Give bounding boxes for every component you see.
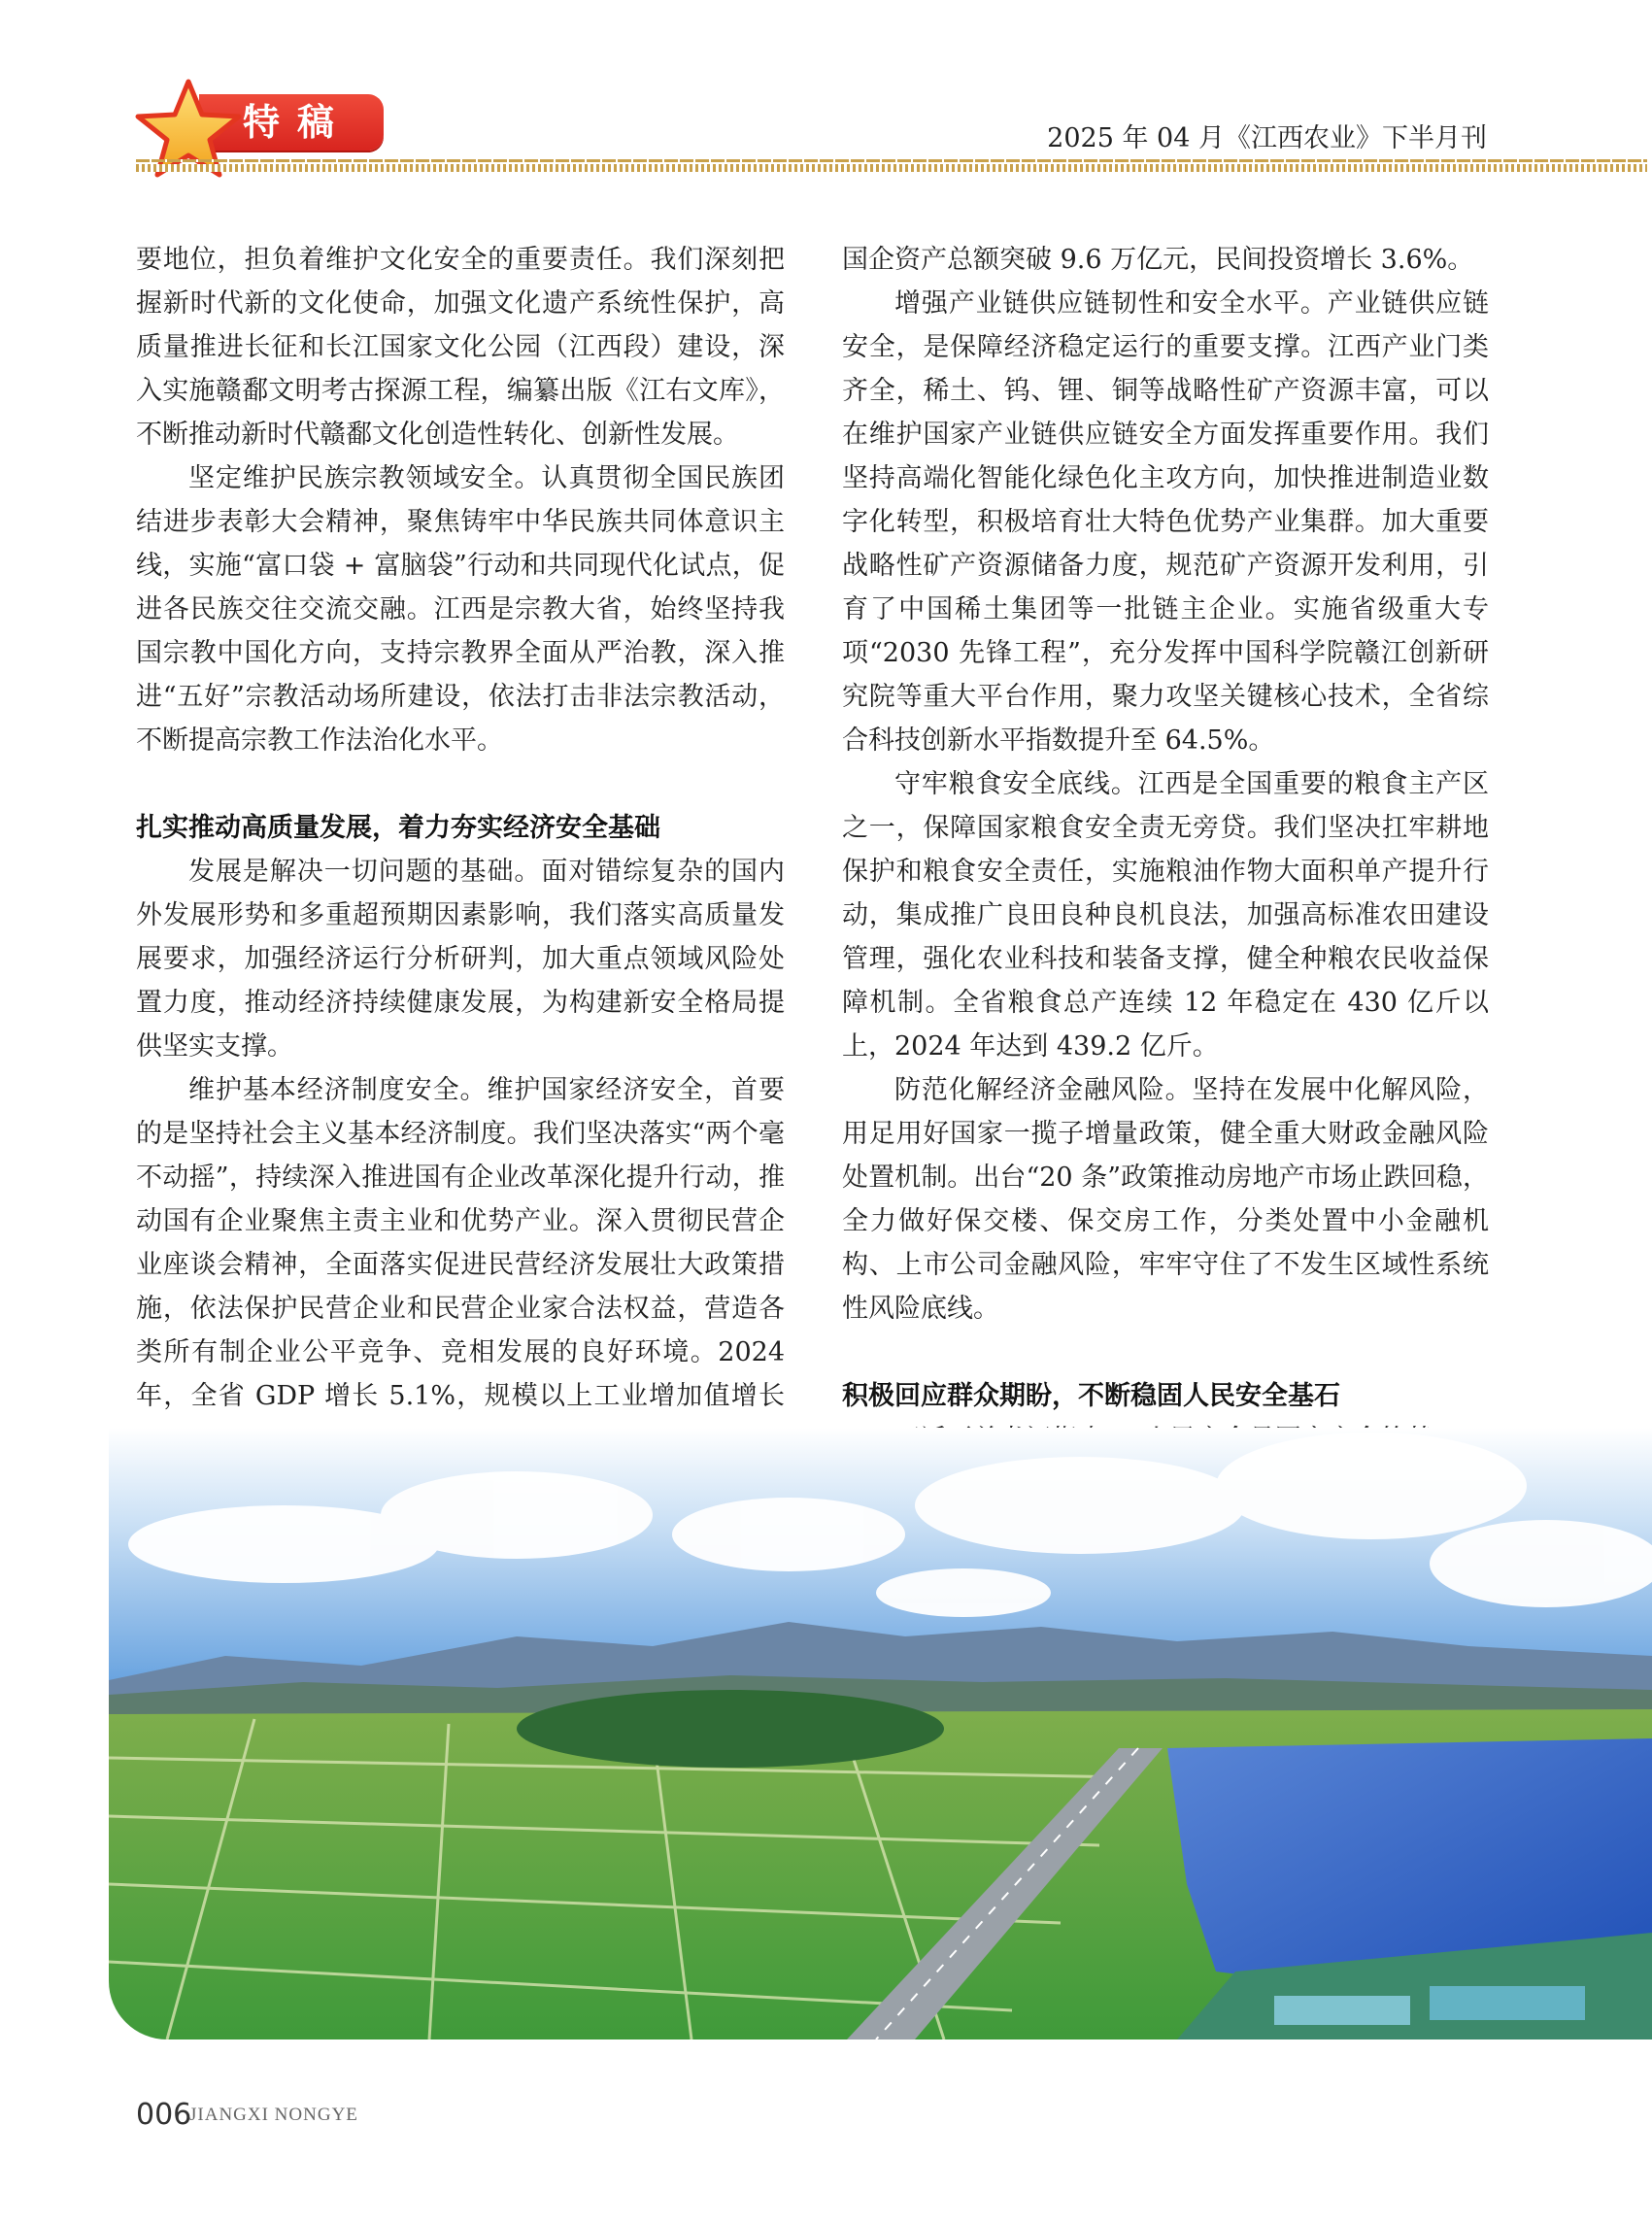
section-heading: 扎实推动高质量发展，着力夯实经济安全基础 [136,813,660,843]
paragraph: 维护基本经济制度安全。维护国家经济安全，首要的是坚持社会主义基本经济制度。我们坚决落实“两个毫不动摇”，持续深入推进国有企业改革深化提升行动，推动国有企业聚焦主责主业和优势产业。深入贯彻民营企业座谈会精神，全面落实促进民营经济发展壮大政策措施，依法保护民营企业和民营企业家合法权益，营造各类所有制企业公平竞争、竞相发展的良好环境。2024年，全省 GDP 增长 5.1%，规模以上工业增加值增长 [136,1075,785,1411]
section-tag-label: 特稿 [243,101,353,144]
section-heading: 积极回应群众期盼，不断稳固人民安全基石 [842,1381,1340,1411]
paragraph: 坚定维护民族宗教领域安全。认真贯彻全国民族团结进步表彰大会精神，聚焦铸牢中华民族共同体意识主线，实施“富口袋 + 富脑袋”行动和共同现代化试点，促进各民族交往交流交融。江西是宗教大省，始终坚持我国宗教中国化方向，支持宗教界全面从严治教，深入推进“五好”宗教活动场所建设，依法打击非法宗教活动，不断提高宗教工作法治化水平。 [136,463,785,756]
header-divider-dots [136,164,1647,172]
right-column [842,238,1489,1462]
paragraph: 发展是解决一切问题的基础。面对错综复杂的国内外发展形势和多重超预期因素影响，我们落实高质量发展要求，加强经济运行分析研判，加大重点领域风险处置力度，推动经济持续健康发展，为构建新安全格局提供坚实支撑。 [136,857,785,1062]
farmland-aerial-photo [109,1428,1652,2040]
paragraph: 增强产业链供应链韧性和安全水平。产业链供应链安全，是保障经济稳定运行的重要支撑。江西产业门类齐全，稀土、钨、锂、铜等战略性矿产资源丰富，可以在维护国家产业链供应链安全方面发挥重要作用。我们坚持高端化智能化绿色化主攻方向，加快推进制造业数字化转型，积极培育壮大特色优势产业集群。加大重要战略性矿产资源储备力度，规范矿产资源开发利用，引育了中国稀土集团等一批链主企业。实施省级重大专项“2030 先锋工程”，充分发挥中国科学院赣江创新研究院等重大平台作用，聚力攻坚关键核心技术，全省综合科技创新水平指数提升至 64.5%。 [842,288,1489,756]
paragraph: 守牢粮食安全底线。江西是全国重要的粮食主产区之一，保障国家粮食安全责无旁贷。我们坚决扛牢耕地保护和粮食安全责任，实施粮油作物大面积单产提升行动，集成推广良田良种良机良法，加强高标准农田建设管理，强化农业科技和装备支撑，健全种粮农民收益保障机制。全省粮食总产连续 12 年稳定在 430 亿斤以上，2024 年达到 439.2 亿斤。 [842,769,1489,1062]
paragraph: 要地位，担负着维护文化安全的重要责任。我们深刻把握新时代新的文化使命，加强文化遗产系统性保护，高质量推进长征和长江国家文化公园（江西段）建设，深入实施赣鄱文明考古探源工程，编纂出版《江右文库》，不断推动新时代赣鄱文化创造性转化、创新性发展。 [136,245,785,450]
issue-info: 2025 年 04 月《江西农业》下半月刊 [1047,123,1487,153]
left-column [136,238,785,1462]
header-divider [136,159,1647,162]
magazine-name: JIANGXI NONGYE [189,2105,358,2125]
paragraph: 防范化解经济金融风险。坚持在发展中化解风险，用足用好国家一揽子增量政策，健全重大财政金融风险处置机制。出台“20 条”政策推动房地产市场止跌回稳，全力做好保交楼、保交房工作，分类处置中小金融机构、上市公司金融风险，牢牢守住了不发生区域性系统性风险底线。 [842,1075,1489,1324]
page-number: 006 [136,2098,192,2132]
paragraph: 国企资产总额突破 9.6 万亿元，民间投资增长 3.6%。 [842,245,1474,275]
